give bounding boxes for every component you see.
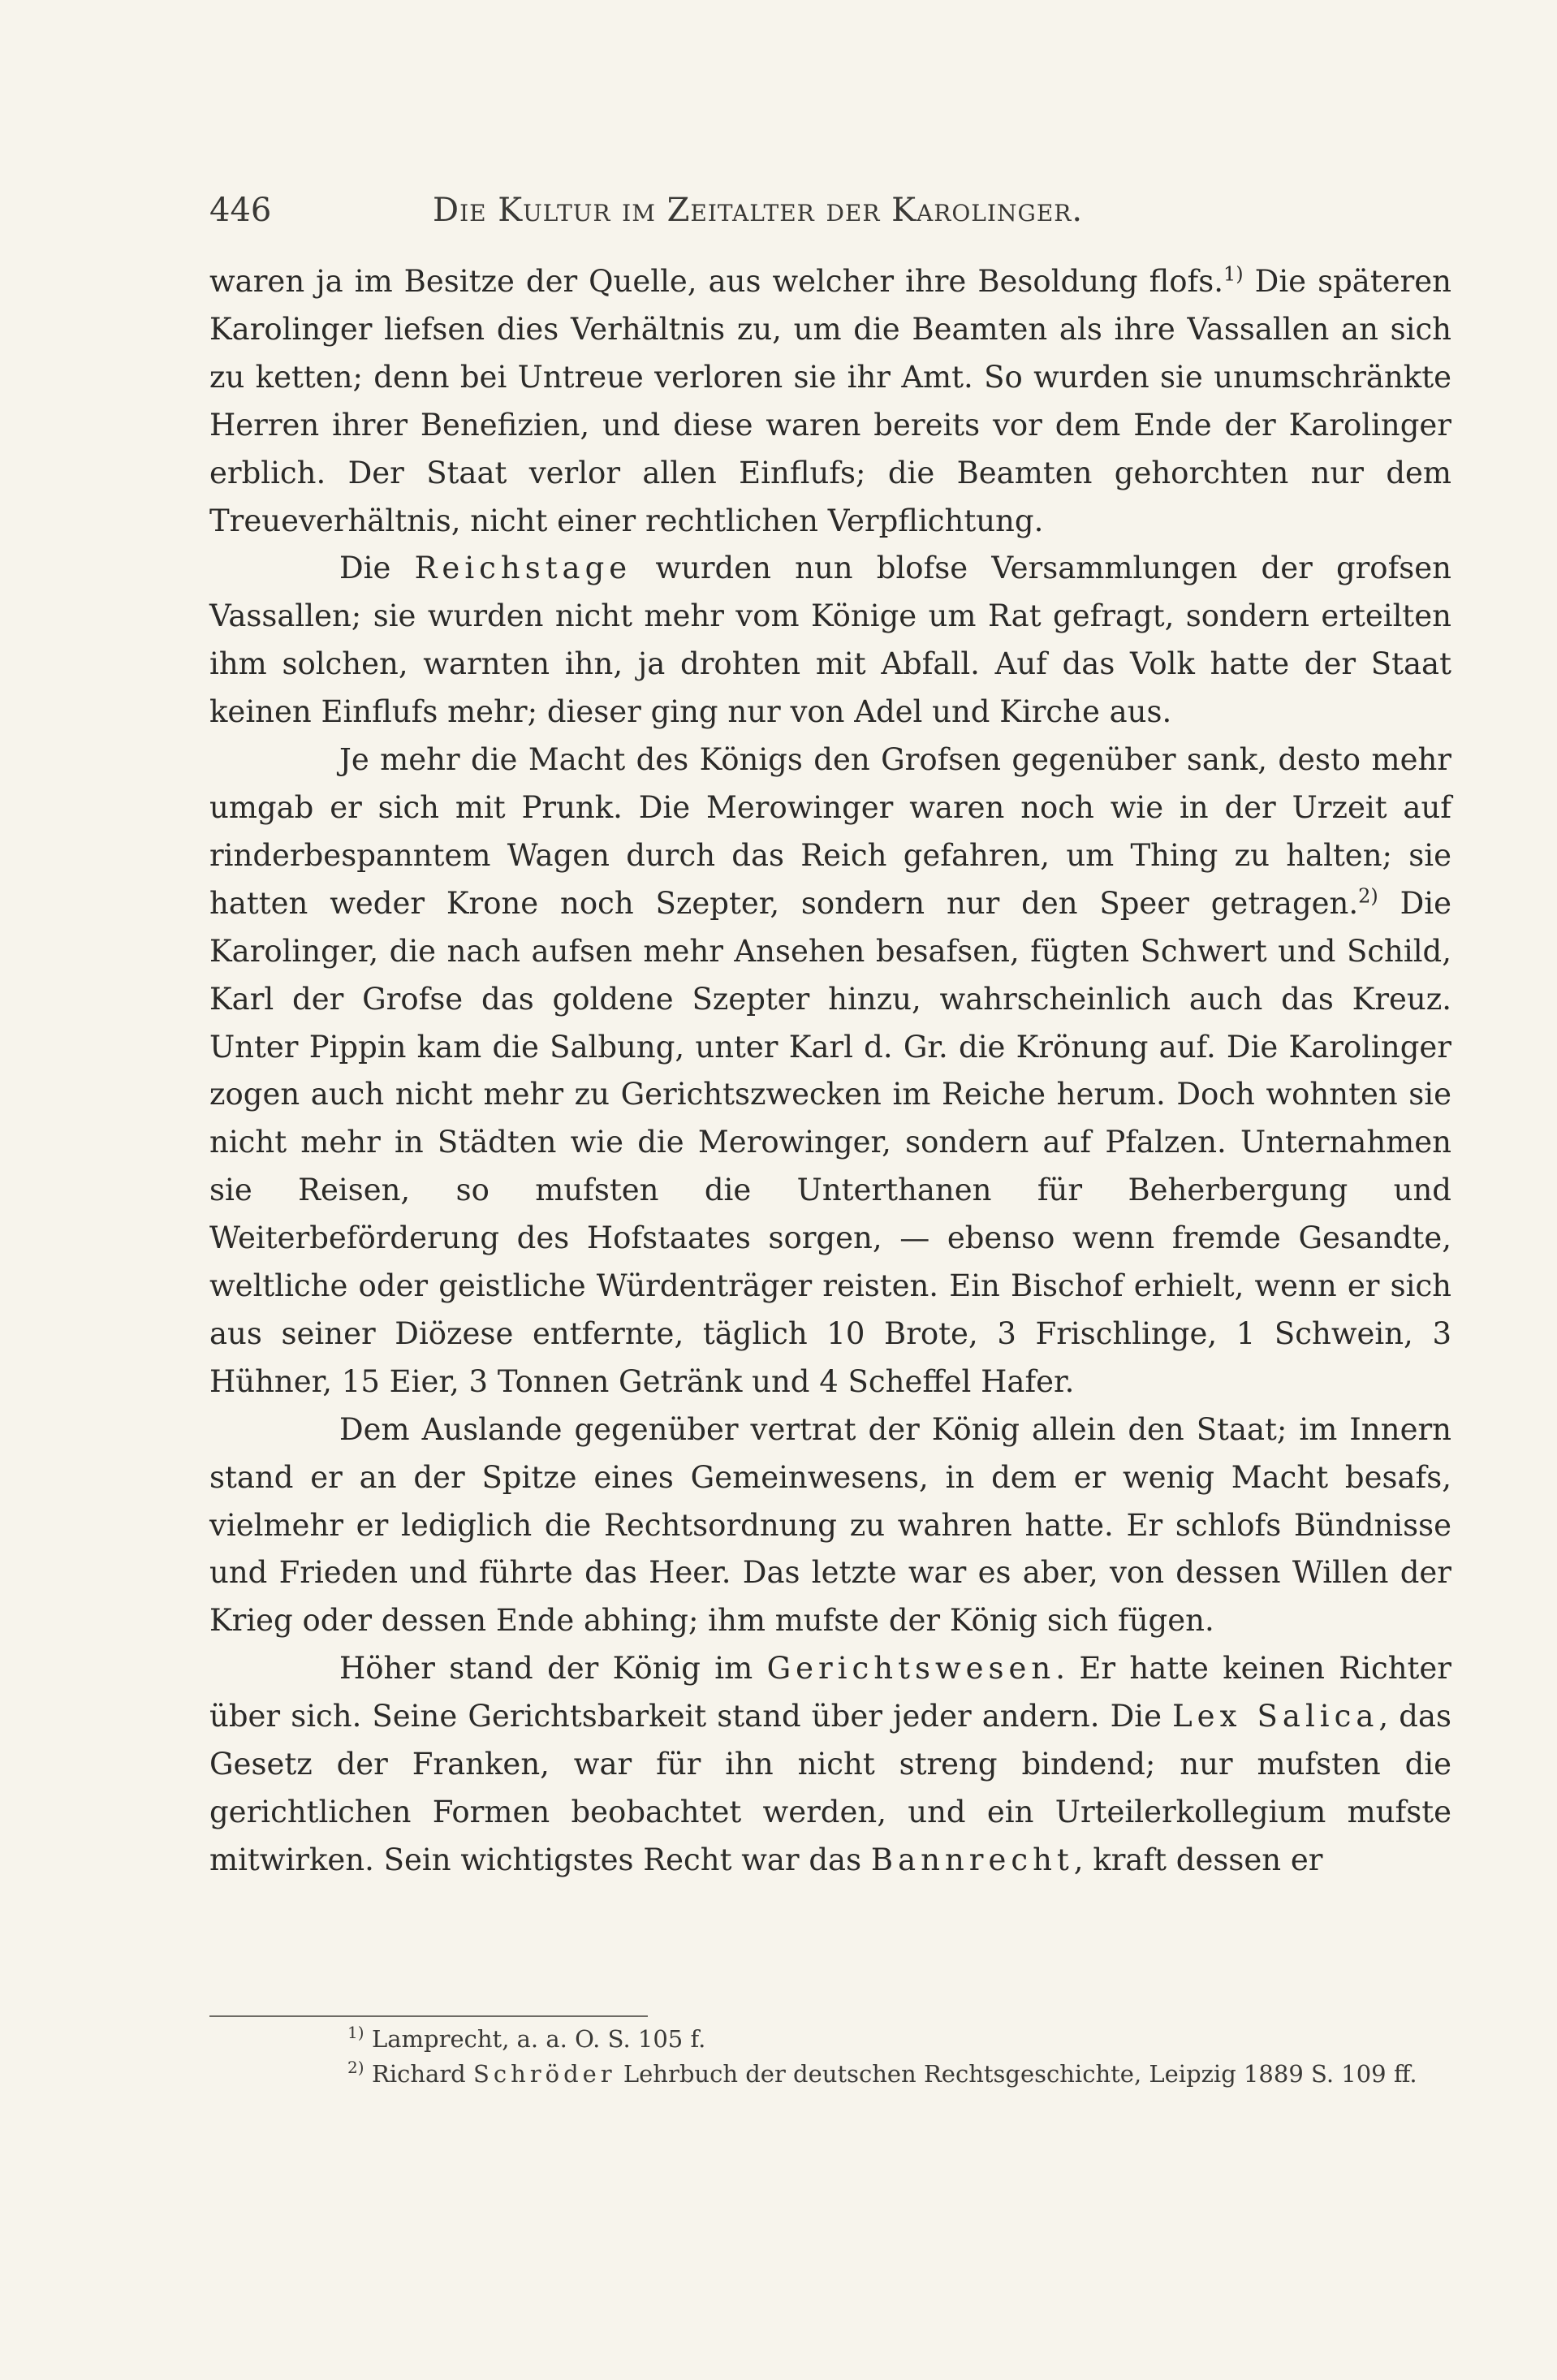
paragraph-5 <box>209 1645 1451 1885</box>
page-header <box>209 185 1453 234</box>
paragraph-1-text-a: waren ja im Besitze der Quelle, aus welcher ihre Besoldung flofs. <box>209 264 1223 299</box>
paragraph-5-text-d: , kraft dessen er <box>1073 1842 1323 1877</box>
footnote-2-mark: 2) <box>347 2058 364 2077</box>
footnote-divider <box>209 2015 648 2017</box>
footnote-2-text <box>347 2057 1417 2092</box>
paragraph-3 <box>209 736 1451 1406</box>
body-text <box>209 258 1451 1885</box>
footnote-1 <box>209 2022 1451 2057</box>
paragraph-4-text-a: Dem Auslande gegenüber vertrat der König allein den Staat; im Innern stand er an der Spitze eines Gemeinwesens, in dem er wenig Macht besafs, vielmehr er lediglich die Rechtsordnung zu wahren hatte. Er schlofs Bündnisse und Frieden und führte das Heer. Das letzte war es aber, von dessen Willen der Krieg oder dessen Ende abhing; ihm mufste der König sich fügen. <box>209 1411 1451 1639</box>
footnote-2-text-post: Lehrbuch der deutschen Rechtsgeschichte, Leipzig 1889 S. 109 ff. <box>615 2060 1417 2088</box>
emphasis-lex-salica: Lex Salica <box>1172 1699 1379 1734</box>
emphasis-gerichtswesen: Gerichtswesen <box>766 1651 1056 1687</box>
footnote-1-text: Lamprecht, a. a. O. S. 105 f. <box>372 2025 706 2053</box>
footnotes <box>209 2022 1451 2092</box>
page-number: 446 <box>209 192 272 229</box>
emphasis-bannrecht: Bannrecht <box>870 1842 1074 1877</box>
footnote-reference-2: 2) <box>1358 884 1378 908</box>
paragraph-3-text-a: Je mehr die Macht des Königs den Grofsen gegenüber sank, desto mehr umgab er sich mit Prunk. Die Merowinger waren noch wie in der Urzeit auf rinderbespanntem Wagen durch das Reich gefahren, um Thing zu halten; sie hatten weder Krone noch Szepter, sondern nur den Speer getragen. <box>209 742 1451 921</box>
paragraph-2-text-a: Die <box>339 551 415 586</box>
paragraph-3-text-b: Die Karolinger, die nach aufsen mehr Ansehen besafsen, fügten Schwert und Schild, Karl der Grofse das goldene Szepter hinzu, wahrscheinlich auch das Kreuz. Unter Pippin kam die Salbung, unter Karl d. Gr. die Krönung auf. Die Karolinger zogen auch nicht mehr zu Gerichtszwecken im Reiche herum. Doch wohnten sie nicht mehr in Städten wie die Merowinger, sondern auf Pfalzen. Unternahmen sie Reisen, so mufsten die Unterthanen für Beherbergung und Weiterbeförderung des Hofstaates sorgen, — ebenso wenn fremde Gesandte, weltliche oder geistliche Würdenträger reisten. Ein Bischof erhielt, wenn er sich aus seiner Diözese entfernte, täglich 10 Brote, 3 Frischlinge, 1 Schwein, 3 Hühner, 15 Eier, 3 Tonnen Getränk und 4 Scheffel Hafer. <box>209 885 1451 1399</box>
footnote-1-mark: 1) <box>347 2023 364 2042</box>
paragraph-4 <box>209 1406 1451 1646</box>
paragraph-2-text-b: wurden nun blofse Versammlungen der grofsen Vassallen; sie wurden nicht mehr vom Könige um Rat gefragt, sondern erteilten ihm solchen, warnten ihn, ja drohten mit Abfall. Auf das Volk hatte der Staat keinen Einflufs mehr; dieser ging nur von Adel und Kirche aus. <box>209 551 1451 730</box>
emphasis-reichstage: Reichstage <box>414 551 632 586</box>
running-title: Die Kultur im Zeitalter der Karolinger. <box>433 192 1084 229</box>
footnote-2-author: Schröder <box>472 2060 616 2088</box>
paragraph-1-text-b: Die späteren Karolinger liefsen dies Verhältnis zu, um die Beamten als ihre Vassallen an sich zu ketten; denn bei Untreue verloren sie ihr Amt. So wurden sie unumschränkte Herren ihrer Benefizien, und diese waren bereits vor dem Ende der Karolinger erblich. Der Staat verlor allen Einflufs; die Beamten gehorchten nur dem Treueverhältnis, nicht einer rechtlichen Verpflichtung. <box>209 264 1452 538</box>
paragraph-1 <box>209 258 1451 545</box>
paragraph-2 <box>209 545 1451 736</box>
footnote-2-text-pre: Richard <box>372 2060 473 2088</box>
footnote-reference-1: 1) <box>1223 262 1244 286</box>
paragraph-5-text-c: , das Gesetz der Franken, war für ihn nicht streng bindend; nur mufsten die gerichtlichen Formen beobachtet werden, und ein Urteilerkollegium mufste mitwirken. Sein wichtigstes Recht war das <box>209 1699 1452 1877</box>
paragraph-5-text-b: . Er hatte keinen Richter über sich. Seine Gerichtsbarkeit stand über jeder andern. Die <box>209 1651 1451 1734</box>
footnote-2 <box>209 2057 1451 2092</box>
paragraph-5-text-a: Höher stand der König im <box>339 1651 767 1687</box>
